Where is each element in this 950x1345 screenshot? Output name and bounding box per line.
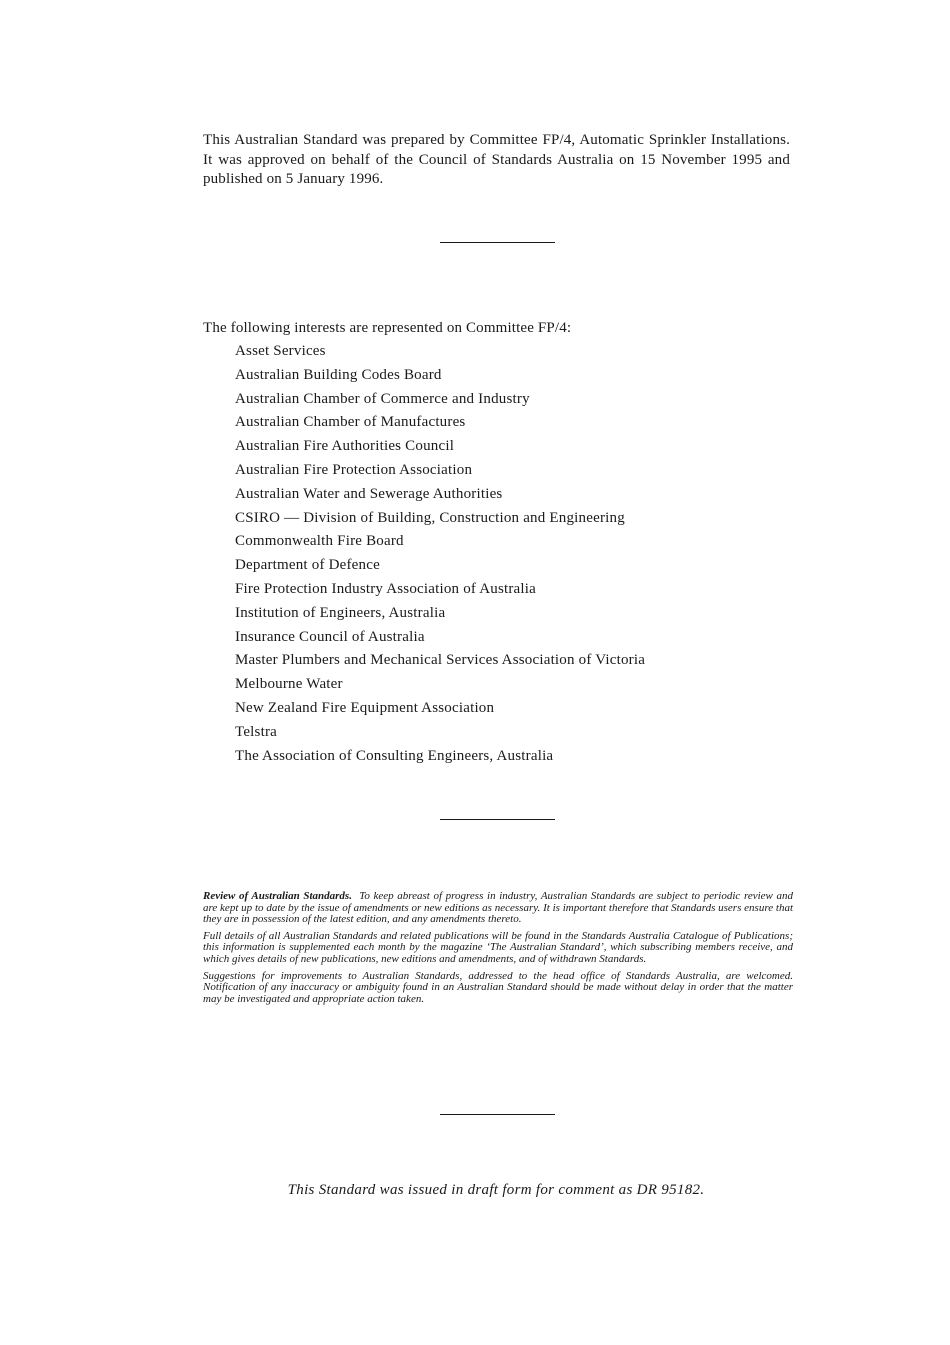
review-lead: Review of Australian Standards. — [203, 890, 352, 902]
section-divider-1 — [440, 242, 555, 243]
committee-member: Australian Water and Sewerage Authorities — [235, 485, 503, 502]
committee-member: Fire Protection Industry Association of Australia — [235, 580, 537, 597]
committee-heading: The following interests are represented on Committee FP/4: — [203, 320, 572, 336]
review-notice — [203, 891, 793, 1010]
committee-member: Master Plumbers and Mechanical Services Association of Victoria — [235, 652, 646, 669]
preparation-statement: This Australian Standard was prepared by Committee FP/4, Automatic Sprinkler Installations. It was approved on behalf of the Council of Standards Australia on 15 November 1995 and published on 5 January 1996. — [203, 132, 790, 187]
review-paragraph-2: Full details of all Australian Standards and related publications will be found in the Standards Australia Catalogue of Publications; this information is supplemented each month by the magazine ‘The Australian Standard’, which subscribing members receive, and which gives details of new publications, new editions and amendments, and of withdrawn Standards. — [203, 929, 793, 965]
committee-member: Melbourne Water — [235, 676, 343, 693]
review-paragraph-1 — [203, 891, 793, 926]
committee-member: Telstra — [235, 723, 277, 740]
committee-member: The Association of Consulting Engineers, Australia — [235, 747, 554, 764]
committee-member: Australian Chamber of Commerce and Industry — [235, 390, 530, 407]
review-paragraph-3: Suggestions for improvements to Australian Standards, addressed to the head office of Standards Australia, are welcomed. Notification of any inaccuracy or ambiguity found in an Australian Standard should be made without delay in order that the matter may be investigated and appropriate action taken. — [203, 969, 793, 1005]
committee-member-list — [235, 341, 645, 769]
committee-member: CSIRO — Division of Building, Construction and Engineering — [235, 509, 625, 526]
committee-member: Australian Building Codes Board — [235, 366, 442, 383]
review-paragraph-1-text: To keep abreast of progress in industry, Australian Standards are subject to periodic review and are kept up to date by the issue of amendments or new editions as necessary. It is important therefore that Standards users ensure that they are in possession of the latest edition, and any amendments thereto. — [203, 890, 793, 926]
committee-member: Insurance Council of Australia — [235, 628, 425, 645]
committee-member: New Zealand Fire Equipment Association — [235, 699, 495, 716]
section-divider-3 — [440, 1114, 555, 1115]
draft-note: This Standard was issued in draft form for comment as DR 95182. — [287, 1182, 705, 1198]
committee-member: Australian Chamber of Manufactures — [235, 414, 466, 431]
section-divider-2 — [440, 819, 555, 820]
committee-member: Australian Fire Authorities Council — [235, 438, 455, 455]
committee-member: Australian Fire Protection Association — [235, 461, 473, 478]
committee-member: Asset Services — [235, 343, 326, 359]
committee-member: Commonwealth Fire Board — [235, 533, 404, 550]
committee-member: Department of Defence — [235, 557, 380, 574]
committee-member: Institution of Engineers, Australia — [235, 604, 446, 621]
